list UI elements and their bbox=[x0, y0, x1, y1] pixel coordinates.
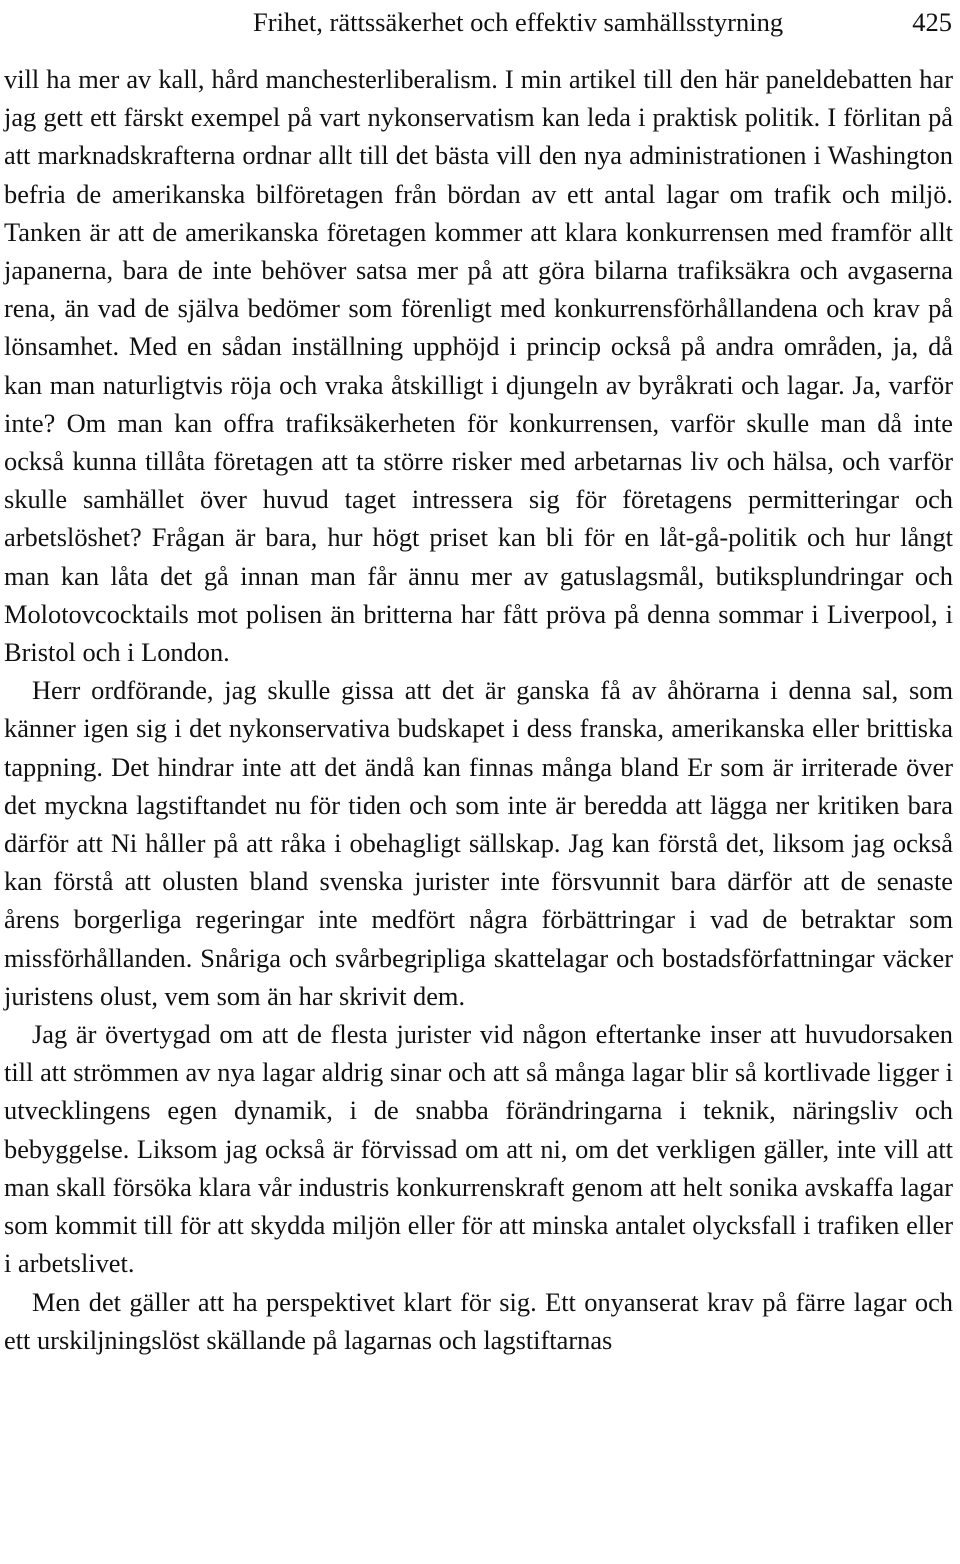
running-head bbox=[0, 2, 956, 42]
running-title: Frihet, rättssäkerhet och effektiv samhällsstyrning bbox=[253, 7, 784, 37]
paragraph: Men det gäller att ha perspektivet klart för sig. Ett onyanserat krav på färre lagar och ett urskiljningslöst skällande på lagarnas och lagstiftarnas bbox=[4, 1286, 953, 1355]
paragraph: Herr ordförande, jag skulle gissa att det är ganska få av åhörarna i denna sal, som känner igen sig i det nykonservativa budskapet i dess franska, amerikanska eller brittiska tappning. Det hindrar inte att det ändå kan finnas många bland Er som är irriterade över det myckna lagstiftandet nu för tiden och som inte är beredda att lägga ner kritiken bara därför att Ni håller på att råka i obehagligt sällskap. Jag kan förstå det, liksom jag också kan förstå att olusten bland svenska jurister inte försvunnit bara därför att de senaste årens borgerliga regeringar inte medfört några förbättringar i vad de betraktar som missförhållanden. Snåriga och svårbegripliga skattelagar och bostadsförfattningar väcker juristens olust, vem som än har skrivit dem. bbox=[4, 675, 953, 1011]
paragraph: Jag är övertygad om att de flesta jurister vid någon eftertanke inser att huvudorsaken till att strömmen av nya lagar aldrig sinar och att så många lagar blir så kortlivade ligger i utvecklingens egen dynamik, i de snabba förändringarna i teknik, näringsliv och bebyggelse. Liksom jag också är förvissad om att ni, om det verkligen gäller, inte vill att man skall försöka klara vår industris konkurrenskraft genom att helt sonika avskaffa lagar som kommit till för att skydda miljön eller för att minska antalet olycksfall i trafiken eller i arbetslivet. bbox=[4, 1019, 953, 1279]
body-text bbox=[4, 60, 953, 1359]
paragraph: vill ha mer av kall, hård manchesterliberalism. I min artikel till den här paneldebatten har jag gett ett färskt exempel på vart nykonservatism kan leda i praktisk politik. I förlitan på att marknadskrafterna ordnar allt till det bästa vill den nya administrationen i Washington befria de amerikanska bilföretagen från bördan av ett antal lagar om trafik och miljö. Tanken är att de amerikanska företagen kommer att klara konkurrensen med framför allt japanerna, bara de inte behöver satsa mer på att göra bilarna trafiksäkra och avgaserna rena, än vad de själva bedömer som förenligt med konkurrensförhållandena och krav på lönsamhet. Med en sådan inställning upphöjd i princip också på andra områden, ja, då kan man naturligtvis röja och vraka åtskilligt i djungeln av byråkrati och lagar. Ja, varför inte? Om man kan offra trafiksäkerheten för konkurrensen, varför skulle man då inte också kunna tillåta företagen att ta större risker med arbetarnas liv och hälsa, och varför skulle samhället över huvud taget intressera sig för företagens permitteringar och arbetslöshet? Frågan är bara, hur högt priset kan bli för en låt-gå-politik och hur långt man kan låta det gå innan man får ännu mer av gatuslagsmål, butiksplundringar och Molotovcocktails mot polisen än britterna har fått pröva på denna sommar i Liverpool, i Bristol och i London. bbox=[4, 64, 953, 668]
page-number: 425 bbox=[912, 7, 952, 37]
